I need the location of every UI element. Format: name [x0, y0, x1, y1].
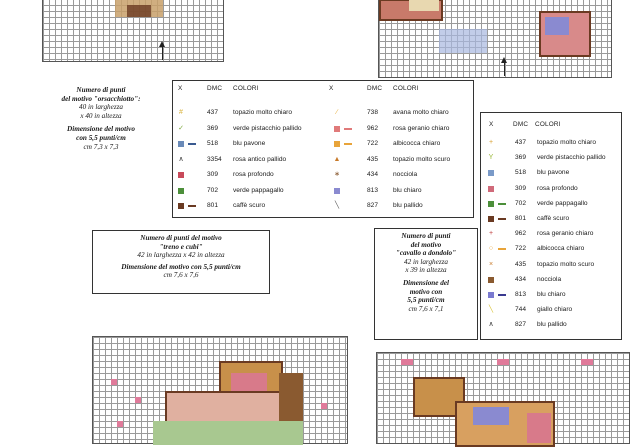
square-symbol-icon — [488, 186, 494, 192]
dmc-number: 518 — [207, 140, 219, 147]
dmc-number: 437 — [515, 139, 527, 146]
train-caption-title: Numero di punti del motivo — [140, 234, 222, 242]
bear-caption-width: 40 in larghezza — [78, 103, 124, 112]
legend-row — [487, 152, 619, 164]
legend-colori-header: COLORI — [233, 85, 259, 92]
train-stitch-block — [153, 421, 303, 445]
dmc-number: 722 — [515, 245, 527, 253]
square-symbol-icon — [334, 141, 340, 147]
horse-stitch-block — [527, 413, 551, 443]
color-name: rosa geranio chiaro — [537, 230, 594, 238]
color-name: albicocca chiaro — [537, 245, 585, 253]
dmc-number: 827 — [367, 202, 379, 209]
bear-caption-title: Numero di punti — [76, 86, 126, 94]
color-name: caffè scuro — [537, 215, 570, 222]
legend-row — [333, 107, 473, 119]
color-name: blu pavone — [537, 169, 570, 177]
square-symbol-icon — [488, 170, 494, 176]
legend-row — [487, 213, 619, 225]
train-caption — [92, 230, 270, 294]
dmc-number: 801 — [515, 215, 527, 222]
train-stitch-block — [231, 373, 267, 391]
horse-chart-grid — [376, 352, 630, 444]
color-name: blu pavone — [233, 140, 266, 147]
dmc-number: 962 — [515, 230, 527, 238]
legend-row — [487, 137, 619, 149]
cube-center-arrow-icon — [504, 62, 505, 76]
dmc-number: 722 — [367, 140, 379, 147]
dmc-number: 702 — [515, 199, 527, 207]
cube-stitch-block — [545, 17, 569, 35]
train-top-chart-grid — [378, 0, 612, 78]
color-name: albicocca chiaro — [393, 140, 441, 147]
square-symbol-icon — [178, 203, 184, 209]
legend-row — [333, 123, 473, 135]
square-symbol-icon — [488, 216, 494, 222]
bear-caption-dim-title: Dimensione del motivo — [67, 125, 135, 134]
horse-caption-dim-title: Dimensione del — [402, 278, 450, 287]
heart-stitch — [497, 359, 509, 365]
legend-row — [487, 228, 619, 240]
horse-caption-subtitle: del motivo — [410, 240, 442, 249]
legend-row — [177, 123, 327, 135]
dmc-number: 309 — [515, 184, 527, 192]
color-name: verde pappagallo — [537, 199, 588, 207]
color-name: avana molto chiaro — [393, 109, 449, 116]
color-name: verde pistacchio pallido — [537, 154, 606, 162]
legend-row — [487, 289, 619, 301]
legend-row — [333, 200, 473, 212]
legend-row — [177, 154, 327, 166]
bear-chart-grid — [42, 0, 224, 62]
slash-symbol-icon: ╲ — [488, 306, 494, 314]
dmc-number: 518 — [515, 169, 527, 177]
cross-symbol-icon: × — [488, 260, 494, 268]
color-name: rosa profondo — [233, 171, 274, 178]
legend-colori-header: COLORI — [535, 121, 561, 128]
legend-row — [487, 198, 619, 210]
color-bar-icon — [498, 203, 506, 205]
train-caption-size: 42 in larghezza x 42 in altezza — [137, 251, 225, 260]
dmc-number: 434 — [367, 171, 379, 178]
legend-x-header: X — [178, 85, 183, 92]
color-name: blu chiaro — [393, 186, 422, 194]
dmc-number: 962 — [367, 124, 379, 132]
train-caption-dim-title: Dimensione del motivo con 5,5 punti/cm — [121, 262, 241, 271]
dmc-number: 702 — [207, 186, 219, 194]
color-bar-icon — [498, 248, 506, 250]
legend-row — [333, 154, 473, 166]
color-name: verde pistacchio pallido — [233, 124, 302, 132]
color-name: topazio molto scuro — [537, 260, 595, 268]
color-name: nocciola — [393, 171, 418, 178]
cube-stitch-block — [409, 0, 439, 11]
dmc-number: 435 — [515, 260, 527, 268]
legend-x-header: X — [329, 85, 334, 92]
bear-caption-subtitle: del motivo "orsacchiotto": — [61, 94, 141, 103]
color-name: topazio molto chiaro — [233, 109, 293, 116]
bear-center-arrow-icon — [162, 46, 163, 60]
caret-symbol-icon: ∧ — [178, 155, 184, 163]
hash-symbol-icon: # — [179, 109, 183, 116]
bear-caption-dim-value: cm 7,3 x 7,3 — [83, 142, 119, 151]
horse-caption — [374, 228, 478, 340]
legend-row — [487, 304, 619, 316]
legend-x-header: X — [489, 121, 494, 128]
heart-stitch — [401, 359, 413, 365]
plus-symbol-icon: + — [488, 230, 494, 238]
legend-row — [177, 200, 327, 212]
horse-caption-dim-value: cm 7,6 x 7,1 — [408, 304, 444, 313]
legend-row — [177, 185, 327, 197]
square-symbol-icon — [488, 201, 494, 207]
color-name: nocciola — [537, 275, 562, 283]
color-name: caffè scuro — [233, 202, 266, 209]
circle-symbol-icon: ○ — [488, 245, 494, 253]
dmc-number: 3354 — [207, 155, 222, 163]
color-bar-icon — [188, 205, 196, 207]
main-color-legend — [172, 80, 474, 218]
bear-stitch-block — [127, 5, 151, 17]
horse-caption-motif: "cavallo a dondolo" — [395, 249, 457, 258]
dmc-number: 437 — [207, 109, 219, 116]
color-bar-icon — [344, 143, 352, 145]
train-stitch-block — [165, 391, 289, 425]
train-caption-dim-value: cm 7,6 x 7,6 — [163, 271, 199, 280]
dmc-number: 435 — [367, 155, 379, 163]
legend-row — [487, 274, 619, 286]
legend-row — [487, 183, 619, 195]
train-caption-subtitle: "treno e cubi" — [159, 242, 203, 251]
color-name: rosa geranio chiaro — [393, 124, 450, 132]
y-symbol-icon: Y — [488, 154, 494, 162]
check-symbol-icon: ✓ — [178, 124, 184, 132]
color-bar-icon — [188, 143, 196, 145]
dmc-number: 369 — [207, 124, 219, 132]
train-stitch-block — [279, 373, 303, 421]
dmc-number: 813 — [367, 186, 379, 194]
plus-symbol-icon: + — [488, 139, 494, 146]
square-symbol-icon — [334, 126, 340, 132]
flower-stitch — [117, 421, 123, 427]
square-symbol-icon — [178, 141, 184, 147]
legend-row — [333, 169, 473, 181]
color-name: blu chiaro — [537, 291, 566, 298]
legend-row — [487, 259, 619, 271]
legend-row — [333, 138, 473, 150]
color-bar-icon — [344, 128, 352, 130]
dmc-number: 801 — [207, 202, 219, 209]
color-bar-icon — [498, 218, 506, 220]
dmc-number: 813 — [515, 291, 527, 298]
legend-dmc-header: DMC — [367, 85, 383, 92]
color-name: blu pallido — [537, 321, 567, 329]
color-name: blu pallido — [393, 202, 423, 209]
horse-caption-height: x 39 in altezza — [405, 266, 447, 275]
flower-stitch — [135, 397, 141, 403]
legend-row — [487, 243, 619, 255]
side-color-legend — [480, 112, 622, 340]
dmc-number: 744 — [515, 306, 527, 314]
square-symbol-icon — [488, 277, 494, 283]
legend-row — [177, 169, 327, 181]
bear-caption-dim-sub: con 5,5 punti/cm — [76, 133, 126, 142]
square-symbol-icon — [334, 188, 340, 194]
color-name: rosa antico pallido — [233, 155, 287, 163]
flower-stitch — [111, 379, 117, 385]
color-name: giallo chiaro — [537, 306, 573, 314]
pencil-symbol-icon: ∕ — [336, 109, 338, 116]
star-symbol-icon: ∗ — [334, 171, 340, 178]
color-name: verde pappagallo — [233, 186, 284, 194]
triangle-symbol-icon: ▲ — [333, 155, 341, 163]
horse-caption-dim-sub: motivo con — [409, 287, 443, 296]
dmc-number: 309 — [207, 171, 219, 178]
color-name: topazio molto chiaro — [537, 139, 597, 146]
horse-caption-dim-sub2: 5,5 punti/cm — [407, 296, 445, 305]
slash-symbol-icon: ╲ — [334, 202, 340, 209]
bear-caption-height: x 40 in altezza — [80, 111, 122, 120]
square-symbol-icon — [178, 172, 184, 178]
cube-stitch-block — [439, 29, 487, 53]
dmc-number: 434 — [515, 275, 527, 283]
legend-dmc-header: DMC — [513, 121, 529, 128]
heart-stitch — [581, 359, 593, 365]
legend-row — [177, 107, 327, 119]
color-bar-icon — [498, 294, 506, 296]
horse-stitch-block — [473, 407, 509, 425]
dmc-number: 369 — [515, 154, 527, 162]
bear-caption — [42, 86, 160, 174]
train-bottom-chart-grid — [92, 336, 348, 444]
legend-row — [177, 138, 327, 150]
square-symbol-icon — [178, 188, 184, 194]
square-symbol-icon — [488, 292, 494, 298]
color-name: rosa profondo — [537, 184, 578, 192]
flower-stitch — [321, 403, 327, 409]
legend-colori-header: COLORI — [393, 85, 419, 92]
caret-symbol-icon: ∧ — [488, 321, 494, 329]
legend-dmc-header: DMC — [207, 85, 223, 92]
dmc-number: 827 — [515, 321, 527, 329]
dmc-number: 738 — [367, 109, 379, 116]
color-name: topazio molto scuro — [393, 155, 451, 163]
horse-caption-title: Numero di punti — [401, 232, 451, 240]
legend-row — [333, 185, 473, 197]
legend-row — [487, 167, 619, 179]
legend-row — [487, 319, 619, 331]
horse-caption-width: 42 in larghezza — [403, 257, 449, 266]
